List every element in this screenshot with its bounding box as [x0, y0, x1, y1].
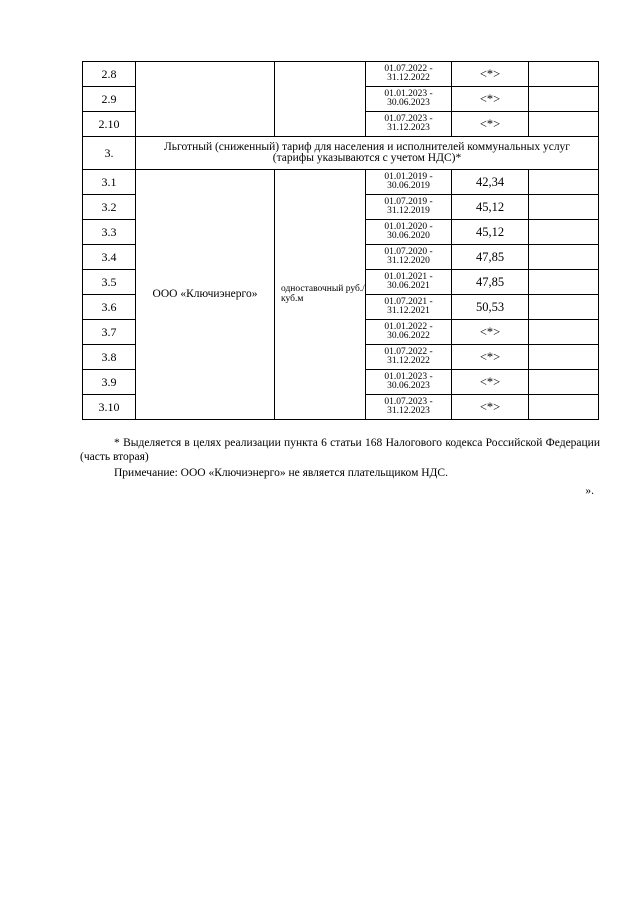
tariff-value: 50,53 — [452, 295, 529, 320]
empty-cell — [529, 112, 599, 137]
tariff-value: <*> — [452, 320, 529, 345]
empty-cell — [529, 395, 599, 420]
row-number: 3.4 — [83, 245, 136, 270]
organization-cell: ООО «Ключиэнерго» — [136, 170, 275, 420]
table-row — [83, 170, 599, 195]
empty-cell — [529, 87, 599, 112]
section-number: 3. — [83, 137, 136, 170]
empty-cell — [529, 195, 599, 220]
period-cell: 01.07.2022 - 31.12.2022 — [366, 62, 452, 87]
tariff-value: 47,85 — [452, 245, 529, 270]
tariff-value: <*> — [452, 395, 529, 420]
tariff-table — [82, 61, 599, 420]
unit-cell: одноставочный руб./куб.м — [275, 170, 366, 420]
tariff-value: <*> — [452, 62, 529, 87]
row-number: 3.1 — [83, 170, 136, 195]
table-row — [83, 62, 599, 87]
tariff-value: <*> — [452, 370, 529, 395]
tariff-value: <*> — [452, 112, 529, 137]
empty-unit-cell — [275, 62, 366, 137]
empty-cell — [529, 345, 599, 370]
period-cell: 01.07.2019 - 31.12.2019 — [366, 195, 452, 220]
row-number: 2.9 — [83, 87, 136, 112]
row-number: 3.2 — [83, 195, 136, 220]
period-cell: 01.01.2023 - 30.06.2023 — [366, 87, 452, 112]
tariff-value: <*> — [452, 87, 529, 112]
period-cell: 01.01.2022 - 30.06.2022 — [366, 320, 452, 345]
period-cell: 01.01.2023 - 30.06.2023 — [366, 370, 452, 395]
footnote-text: * Выделяется в целях реализации пункта 6 статьи 168 Налогового кодекса Российской Федерации (часть вторая) — [80, 437, 600, 463]
empty-cell — [529, 62, 599, 87]
tariff-value: 45,12 — [452, 220, 529, 245]
row-number: 2.10 — [83, 112, 136, 137]
period-cell: 01.01.2020 - 30.06.2020 — [366, 220, 452, 245]
row-number: 2.8 — [83, 62, 136, 87]
period-cell: 01.01.2019 - 30.06.2019 — [366, 170, 452, 195]
empty-cell — [529, 320, 599, 345]
empty-cell — [529, 370, 599, 395]
period-cell: 01.07.2023 - 31.12.2023 — [366, 395, 452, 420]
closing-quote: ». — [585, 485, 594, 497]
period-cell: 01.07.2021 - 31.12.2021 — [366, 295, 452, 320]
section-title: Льготный (сниженный) тариф для населения и исполнителей коммунальных услуг (тарифы указываются с учетом НДС)* — [136, 137, 599, 170]
period-cell: 01.07.2023 - 31.12.2023 — [366, 112, 452, 137]
period-cell: 01.01.2021 - 30.06.2021 — [366, 270, 452, 295]
empty-cell — [529, 270, 599, 295]
empty-cell — [529, 220, 599, 245]
row-number: 3.6 — [83, 295, 136, 320]
row-number: 3.7 — [83, 320, 136, 345]
row-number: 3.9 — [83, 370, 136, 395]
empty-cell — [529, 295, 599, 320]
empty-cell — [529, 170, 599, 195]
period-cell: 01.07.2020 - 31.12.2020 — [366, 245, 452, 270]
tariff-value: 45,12 — [452, 195, 529, 220]
tariff-value: 47,85 — [452, 270, 529, 295]
note-text: Примечание: ООО «Ключиэнерго» не является плательщиком НДС. — [114, 467, 448, 479]
row-number: 3.8 — [83, 345, 136, 370]
period-cell: 01.07.2022 - 31.12.2022 — [366, 345, 452, 370]
row-number: 3.5 — [83, 270, 136, 295]
tariff-value: 42,34 — [452, 170, 529, 195]
row-number: 3.3 — [83, 220, 136, 245]
empty-cell — [529, 245, 599, 270]
empty-org-cell — [136, 62, 275, 137]
tariff-value: <*> — [452, 345, 529, 370]
row-number: 3.10 — [83, 395, 136, 420]
section-header-row — [83, 137, 599, 170]
